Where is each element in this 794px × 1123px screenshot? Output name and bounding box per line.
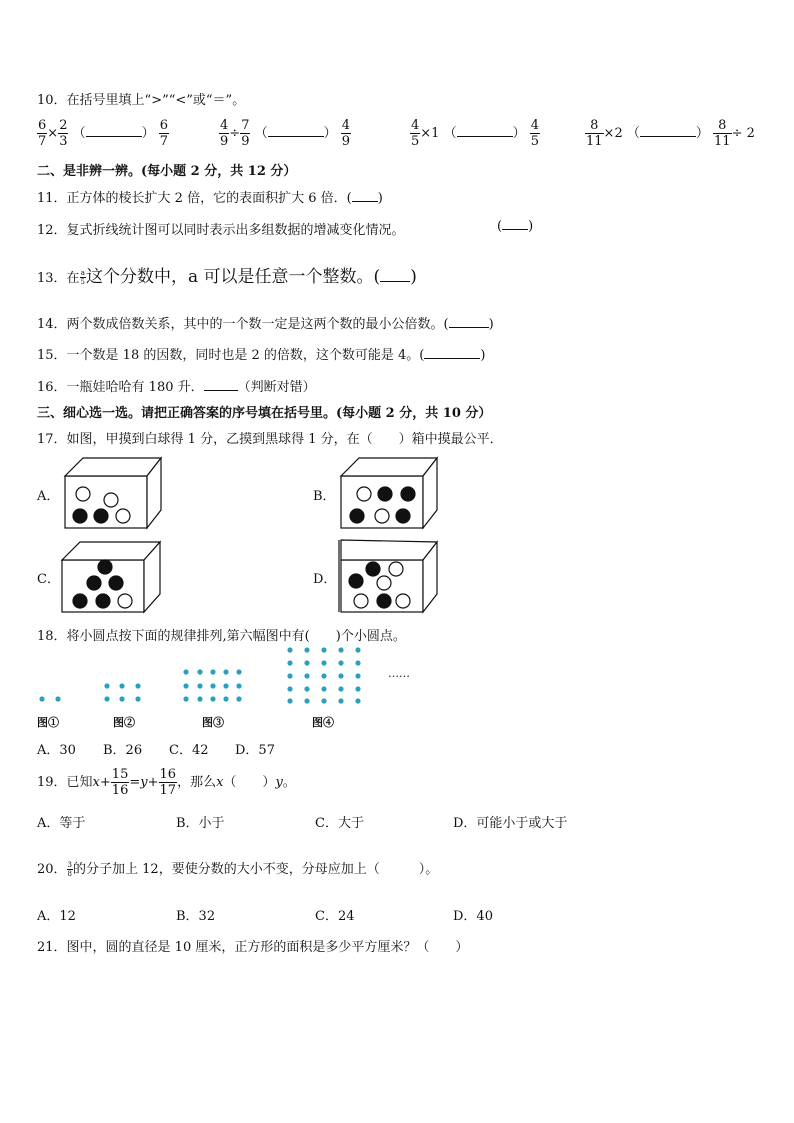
- q14: 14．两个数成倍数关系，其中的一个数一定是这两个数的最小公倍数。( ): [37, 317, 494, 332]
- black-ball: [377, 594, 391, 608]
- option[interactable]: D．57: [235, 743, 275, 758]
- option[interactable]: C．42: [169, 743, 209, 758]
- figure-caption: 图④: [312, 716, 334, 729]
- figure-caption: 图①: [37, 716, 59, 729]
- white-ball: [357, 487, 371, 501]
- q12: 12．复式折线统计图可以同时表示出多组数据的增减变化情况。: [37, 223, 405, 238]
- option[interactable]: B．32: [176, 909, 216, 924]
- option[interactable]: C．大于: [315, 816, 364, 831]
- white-ball: [377, 576, 391, 590]
- option[interactable]: C．24: [315, 909, 355, 924]
- option[interactable]: B．小于: [176, 816, 225, 831]
- option-label[interactable]: A．: [37, 489, 60, 504]
- figure-caption: 图②: [113, 716, 135, 729]
- black-ball: [396, 509, 410, 523]
- option[interactable]: D．40: [453, 909, 493, 924]
- white-ball: [116, 509, 130, 523]
- black-ball: [73, 594, 87, 608]
- q10-text: 10．在括号里填上“>”“<”或“＝”。: [37, 93, 246, 108]
- section-heading: 二、是非辨一辨。(每小题 2 分，共 12 分）: [37, 164, 297, 179]
- black-ball: [378, 487, 392, 501]
- fraction: $\frac{4}{5}$: [411, 118, 420, 149]
- black-ball: [87, 576, 101, 590]
- fraction: $\frac{a}{5}$: [80, 269, 86, 286]
- q17-text: 17．如图，甲摸到白球得 1 分，乙摸到黑球得 1 分，在（ ）箱中摸最公平．: [37, 432, 503, 447]
- black-ball: [401, 487, 415, 501]
- q15: 15．一个数是 18 的因数，同时也是 2 的倍数，这个数可能是 4。( ): [37, 348, 486, 363]
- white-ball: [389, 562, 403, 576]
- dot-figure-3: [183, 669, 241, 701]
- black-ball: [366, 562, 380, 576]
- dot-figure-1: [39, 696, 60, 701]
- black-ball: [94, 509, 108, 523]
- box-d: [339, 540, 437, 612]
- white-ball: [76, 487, 90, 501]
- q11: 11．正方体的棱长扩大 2 倍，它的表面积扩大 6 倍．( ): [37, 191, 383, 206]
- q10-item-4: $\frac{8}{11}$ ×2 （ ） $\frac{8}{11}$ ÷ 2: [586, 118, 755, 149]
- fraction: $\frac{8}{11}$: [714, 118, 731, 149]
- section-heading: 三、细心选一选。请把正确答案的序号填在括号里。(每小题 2 分，共 10 分）: [37, 406, 492, 421]
- fraction: $\frac{15}{16}$: [111, 767, 129, 798]
- q10-item-1: $\frac{6}{7}$ × $\frac{2}{3}$ （ ） $\frac{6}{7}$: [38, 118, 169, 149]
- black-ball: [350, 509, 364, 523]
- dot-figure-2: [104, 683, 140, 701]
- white-ball: [375, 509, 389, 523]
- white-ball: [104, 493, 118, 507]
- figure-caption: 图③: [202, 716, 224, 729]
- fraction: $\frac{2}{3}$: [59, 118, 68, 149]
- option-label[interactable]: B．: [313, 489, 336, 504]
- option[interactable]: B．26: [103, 743, 143, 758]
- white-ball: [118, 594, 132, 608]
- box-b: [341, 458, 437, 528]
- option[interactable]: A．等于: [37, 816, 86, 831]
- box-c: [62, 542, 160, 612]
- black-ball: [98, 560, 112, 574]
- fraction: $\frac{4}{9}$: [341, 118, 351, 149]
- black-ball: [73, 509, 87, 523]
- fraction: $\frac{16}{17}$: [159, 767, 177, 798]
- option-label[interactable]: C．: [37, 572, 60, 587]
- fraction: $\frac{7}{9}$: [241, 118, 250, 149]
- option-label[interactable]: D．: [313, 572, 337, 587]
- ellipsis: ……: [388, 667, 410, 680]
- q19: 19．已知x+ $\frac{15}{16}$ =y+ $\frac{16}{17}$ ，那么x（ ）y。: [37, 767, 296, 798]
- q16: 16．一瓶娃哈哈有 180 升． （判断对错）: [37, 380, 316, 395]
- fraction: $\frac{4}{9}$: [220, 118, 229, 149]
- q21-text: 21．图中，圆的直径是 10 厘米，正方形的面积是多少平方厘米？（ ）: [37, 940, 469, 955]
- black-ball: [96, 594, 110, 608]
- fraction: $\frac{3}{8}$: [67, 861, 73, 878]
- fraction: $\frac{6}{7}$: [38, 118, 47, 149]
- dot-figure-4: [287, 647, 360, 703]
- q10-item-3: $\frac{4}{5}$ ×1 （ ） $\frac{4}{5}$: [411, 118, 540, 149]
- q20: 20． $\frac{3}{8}$ 的分子加上 12，要使分数的大小不变，分母应加上（ ）。: [37, 861, 439, 878]
- fraction: $\frac{8}{11}$: [586, 118, 603, 149]
- box-a: [65, 458, 161, 528]
- white-ball: [354, 594, 368, 608]
- option[interactable]: A．30: [37, 743, 76, 758]
- option[interactable]: D．可能小于或大于: [453, 816, 568, 831]
- q13: 13．在 $\frac{a}{5}$ 这个分数中，a 可以是任意一个整数。( ): [37, 267, 417, 287]
- option[interactable]: A．12: [37, 909, 76, 924]
- fraction: $\frac{4}{5}$: [530, 118, 540, 149]
- q10-item-2: $\frac{4}{9}$ ÷ $\frac{7}{9}$ （ ） $\frac{4}{9}$: [220, 118, 351, 149]
- q12-answer: ( ): [497, 219, 534, 234]
- white-ball: [396, 594, 410, 608]
- black-ball: [349, 574, 363, 588]
- q18-text: 18．将小圆点按下面的规律排列,第六幅图中有( )个小圆点。: [37, 629, 406, 644]
- fraction: $\frac{6}{7}$: [159, 118, 169, 149]
- black-ball: [109, 576, 123, 590]
